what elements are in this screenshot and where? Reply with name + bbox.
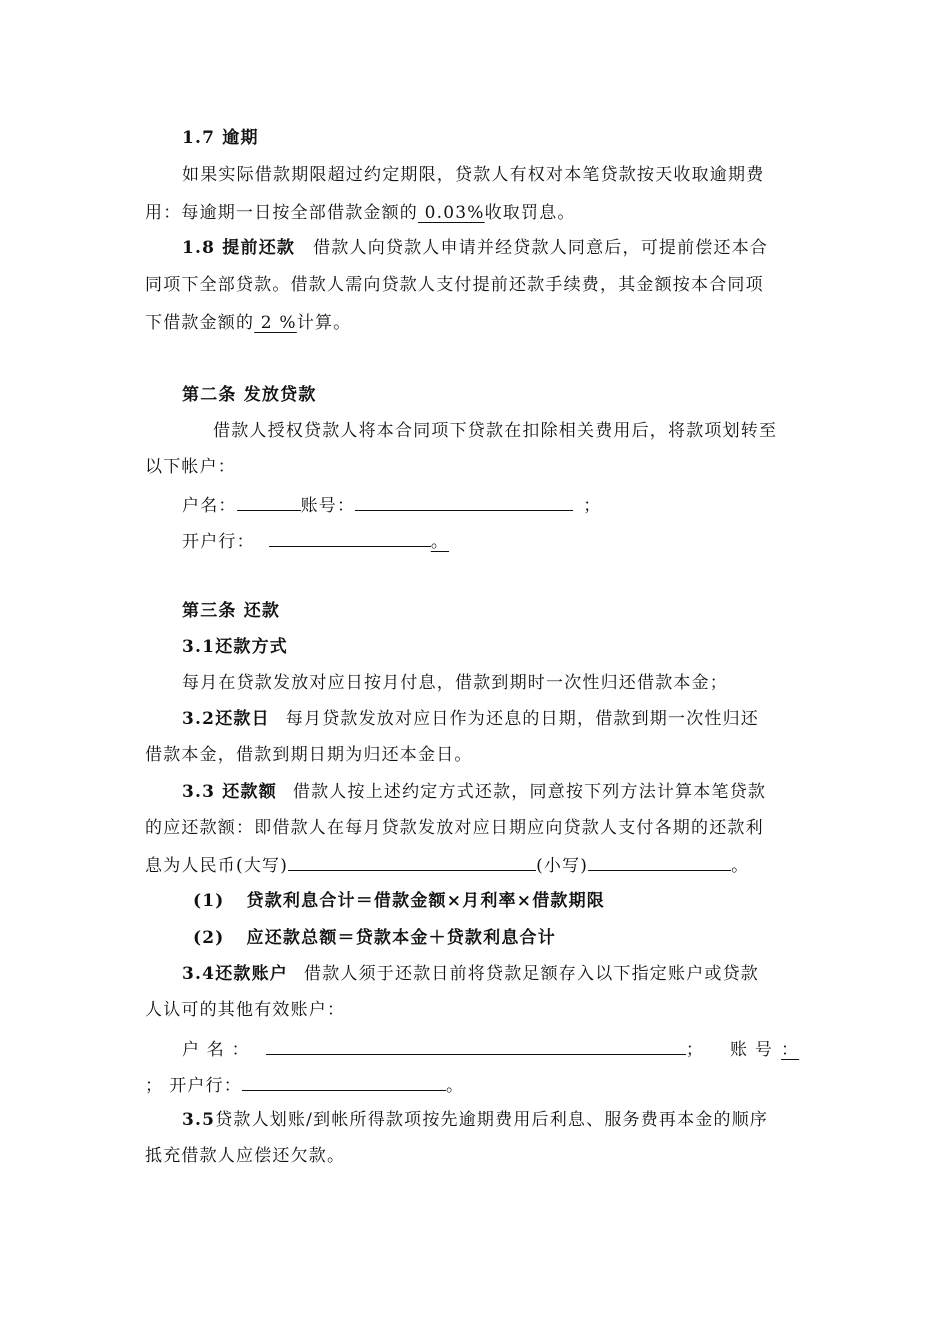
formula-2-text: 应还款总额＝贷款本金＋贷款利息合计 [246, 928, 556, 948]
repay-bank-end: 。 [446, 1076, 465, 1096]
repay-account-colon: ： [781, 1040, 800, 1060]
amount-end: 。 [731, 856, 750, 876]
clause-3-4-text: 借款人须于还款日前将贷款足额存入以下指定账户或贷款 [304, 964, 759, 984]
clause-3-1-number: 3.1 [182, 637, 216, 657]
clause-3-4-bank-line [145, 1072, 464, 1098]
clause-3-4-line-2: 人认可的其他有效账户： [145, 1000, 346, 1020]
clause-3-5-line-1 [182, 1108, 768, 1132]
prepay-text-pre: 下借款金额的 [145, 313, 255, 333]
overdue-text-post: 收取罚息。 [484, 203, 576, 223]
clause-3-3-line-3 [145, 852, 749, 878]
account-number-blank [355, 492, 573, 511]
clause-3-4-title: 还款账户 [215, 964, 288, 984]
section-1-7-heading: 1.7 逾期 [182, 128, 259, 148]
article-2-bank-line [182, 528, 449, 554]
clause-3-3-title: 还款额 [222, 782, 277, 802]
section-1-7-line-1: 如果实际借款期限超过约定期限，贷款人有权对本笔贷款按天收取逾期费 [182, 165, 765, 185]
article-2-account-line [182, 492, 601, 518]
clause-3-1-heading [182, 635, 288, 659]
account-number-label: 账号： [300, 496, 356, 516]
clause-3-1-line-1: 每月在贷款发放对应日按月付息，借款到期时一次性归还借款本金； [182, 673, 728, 693]
formula-2 [193, 926, 556, 950]
bank-blank [269, 528, 431, 547]
clause-3-5-line-2: 抵充借款人应偿还欠款。 [145, 1146, 346, 1166]
clause-3-5-text: 贷款人划账/到帐所得款项按先逾期费用后利息、服务费再本金的顺序 [215, 1110, 769, 1130]
clause-3-5-number: 3.5 [182, 1110, 216, 1130]
clause-3-4-account-line [182, 1036, 799, 1062]
clause-3-2-text: 每月贷款发放对应日作为还息的日期，借款到期一次性归还 [285, 709, 759, 729]
article-3-heading: 第三条 还款 [182, 601, 281, 621]
repay-bank-blank [242, 1072, 446, 1091]
clause-3-2-line-1 [182, 707, 759, 731]
repay-name-blank [266, 1036, 686, 1055]
clause-3-4-line-1 [182, 962, 759, 986]
formula-1-number: (1) [193, 891, 225, 911]
clause-3-3-line-1 [182, 780, 766, 804]
clause-3-3-text: 借款人按上述约定方式还款，同意按下列方法计算本笔贷款 [292, 782, 767, 802]
section-1-8-line-3 [145, 311, 351, 335]
repay-bank-label: 开户行： [169, 1076, 243, 1096]
prepay-text-1: 借款人向贷款人申请并经贷款人同意后，可提前偿还本合 [313, 238, 769, 258]
amount-upper-label: 息为人民币(大写) [145, 856, 289, 876]
section-1-7-line-2 [145, 201, 576, 225]
repay-name-label: 户 名 ： [182, 1040, 250, 1060]
repay-account-label: 账 号 [730, 1040, 774, 1060]
formula-1 [193, 889, 605, 913]
overdue-rate-value: 0.03% [418, 203, 485, 223]
section-1-8-heading: 1.8 提前还款 [182, 238, 296, 258]
clause-3-3-line-2: 的应还款额：即借款人在每月贷款发放对应日期应向贷款人支付各期的还款利 [145, 818, 764, 838]
article-2-heading: 第二条 发放贷款 [182, 385, 317, 405]
account-semicolon: ； [583, 496, 602, 516]
amount-upper-blank [288, 852, 536, 871]
repay-semicolon-2: ； [145, 1076, 164, 1096]
prepay-text-post: 计算。 [296, 313, 352, 333]
clause-3-4-number: 3.4 [182, 964, 216, 984]
clause-3-2-line-2: 借款本金，借款到期日期为归还本金日。 [145, 745, 473, 765]
overdue-text-pre: 用：每逾期一日按全部借款金额的 [145, 203, 418, 223]
clause-3-2-number: 3.2 [182, 709, 216, 729]
clause-3-1-title: 还款方式 [215, 637, 288, 657]
article-2-line-2: 以下帐户： [145, 457, 236, 477]
repay-semicolon-1: ； [685, 1040, 705, 1060]
amount-lower-label: (小写) [536, 856, 589, 876]
prepay-fee-value: 2 % [254, 313, 297, 333]
clause-3-3-number: 3.3 [182, 782, 223, 802]
formula-2-number: (2) [193, 928, 225, 948]
article-2-line-1: 借款人授权贷款人将本合同项下贷款在扣除相关费用后，将款项划转至 [213, 421, 778, 441]
account-name-label: 户名： [182, 496, 237, 516]
section-1-8-line-1 [182, 236, 768, 260]
amount-lower-blank [588, 852, 731, 871]
bank-end: 。 [430, 532, 450, 552]
formula-1-text: 贷款利息合计＝借款金额×月利率×借款期限 [246, 891, 606, 911]
clause-3-2-title: 还款日 [215, 709, 270, 729]
section-1-8-line-2: 同项下全部贷款。借款人需向贷款人支付提前还款手续费，其金额按本合同项 [145, 275, 764, 295]
account-name-blank [237, 492, 301, 511]
bank-label: 开户行： [182, 532, 255, 552]
